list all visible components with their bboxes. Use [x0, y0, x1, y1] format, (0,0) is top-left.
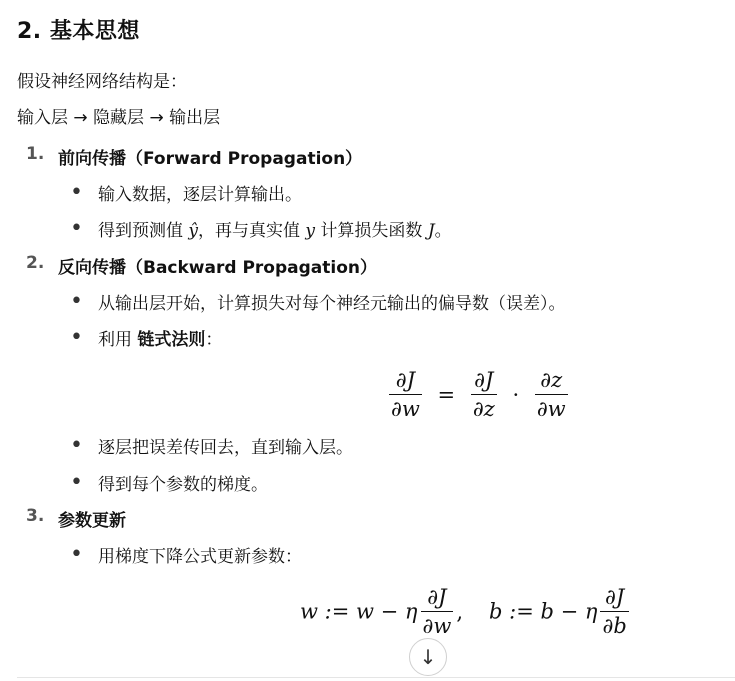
scroll-to-bottom-button[interactable]	[409, 638, 447, 676]
list-item: 得到每个参数的梯度。	[98, 475, 268, 495]
section-heading: 2. 基本思想	[17, 19, 140, 44]
bullet-dot: •	[70, 216, 83, 241]
backward-propagation-title: 反向传播（Backward Propagation）	[58, 258, 377, 278]
bullet-dot: •	[70, 180, 83, 205]
list-item: 利用 链式法则：	[98, 330, 223, 350]
list-number-1: 1.	[26, 144, 45, 164]
divider	[17, 677, 735, 678]
list-number-3: 3.	[26, 506, 45, 526]
list-item: 输入数据，逐层计算输出。	[98, 185, 302, 205]
bullet-dot: •	[70, 470, 83, 495]
list-item: 从输出层开始，计算损失对每个神经元输出的偏导数（误差）。	[98, 294, 566, 314]
chain-rule-equation: $\frac{\partial J}{\partial w}$ = $\frac{\partial J}{\partial z}$ · $\frac{\partial z}{\partial w}$	[391, 368, 566, 421]
bullet-dot: •	[70, 542, 83, 567]
bullet-dot: •	[70, 433, 83, 458]
list-item: 得到预测值 ŷ，再与真实值 y 计算损失函数 J。	[98, 221, 452, 241]
list-number-2: 2.	[26, 253, 45, 273]
forward-propagation-title: 前向传播（Forward Propagation）	[58, 149, 363, 169]
yhat-symbol: ŷ	[188, 221, 199, 241]
gradient-descent-equation: w := w − η $\frac{\partial J}{\partial w}$ , b := b − η $\frac{\partial J}{\partial b}$	[300, 585, 627, 638]
list-item: 用梯度下降公式更新参数：	[98, 547, 302, 567]
list-item: 逐层把误差传回去，直到输入层。	[98, 438, 353, 458]
chain-rule-bold: 链式法则	[137, 330, 206, 350]
parameter-update-title: 参数更新	[58, 511, 126, 531]
structure-text: 输入层 → 隐藏层 → 输出层	[17, 108, 221, 128]
intro-text: 假设神经网络结构是：	[17, 72, 187, 92]
arrow-down-icon: ↓	[419, 645, 437, 669]
bullet-dot: •	[70, 289, 83, 314]
y-symbol: y	[305, 221, 316, 241]
bullet-dot: •	[70, 325, 83, 350]
j-symbol: J	[427, 221, 435, 241]
